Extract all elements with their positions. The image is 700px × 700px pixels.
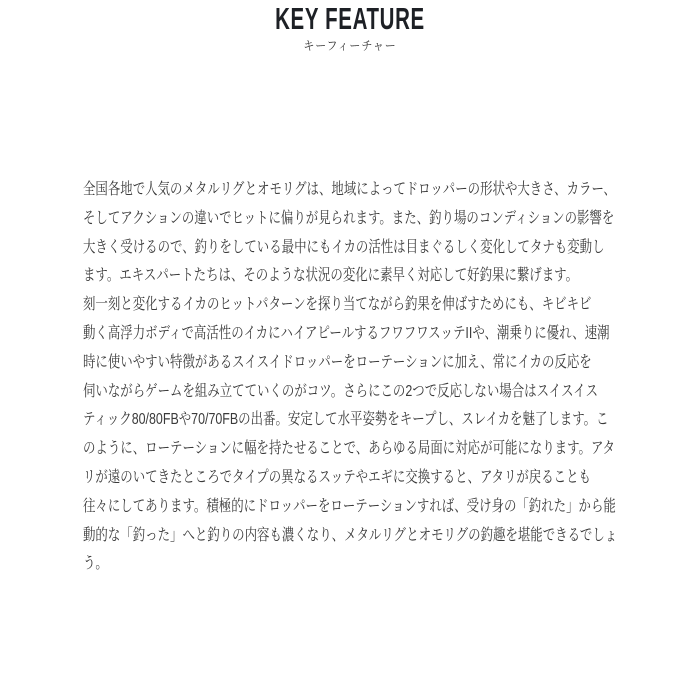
description-line: 往々にしてあります。積極的にドロッパーをローテーションすれば、受け身の「釣れた」から能 [83,497,616,515]
description-text [83,176,619,579]
description-line: 動く高浮力ボディで高活性のイカにハイアピールするフワフワスッテIIや、潮乗りに優れ、速潮 [83,324,610,342]
description-line: ます。エキスパートたちは、そのような状況の変化に素早く対応して好釣果に繋げます。 [83,267,579,285]
description-line: 時に使いやすい特徴があるスイスイドロッパーをローテーションに加え、常にイカの反応を [83,353,592,371]
description-line: リが遠のいてきたところでタイプの異なるスッテやエギに交換すると、アタリが戻ることも [83,468,591,486]
description-line: のように、ローテーションに幅を持たせることで、あらゆる局面に対応が可能になります。アタ [83,440,615,458]
description-line: 大きく受けるので、釣りをしている最中にもイカの活性は目まぐるしく変化してタナも変動し [83,238,605,256]
description-line: 刻一刻と変化するイカのヒットパターンを探り当てながら釣果を伸ばすためにも、キビキビ [83,296,592,314]
description-line: う。 [83,555,108,573]
page-title: KEY FEATURE [275,1,425,36]
description-line: 動的な「釣った」へと釣りの内容も濃くなり、メタルリグとオモリグの釣趣を堪能できるでしょ [83,526,618,544]
page-subtitle: キーフィーチャー [303,39,397,53]
description-line: 伺いながらゲームを組み立てていくのがコツ。さらにこの2つで反応しない場合はスイスイス [83,382,599,400]
description-line: ティック80/80FBや70/70FBの出番。安定して水平姿勢をキープし、スレイカを魅了します。こ [83,411,609,429]
description-line: 全国各地で人気のメタルリグとオモリグは、地域によってドロッパーの形状や大きさ、カラー、 [83,181,616,198]
description-line: そしてアクションの違いでヒットに偏りが見られます。また、釣り場のコンディションの影響を [83,209,615,227]
